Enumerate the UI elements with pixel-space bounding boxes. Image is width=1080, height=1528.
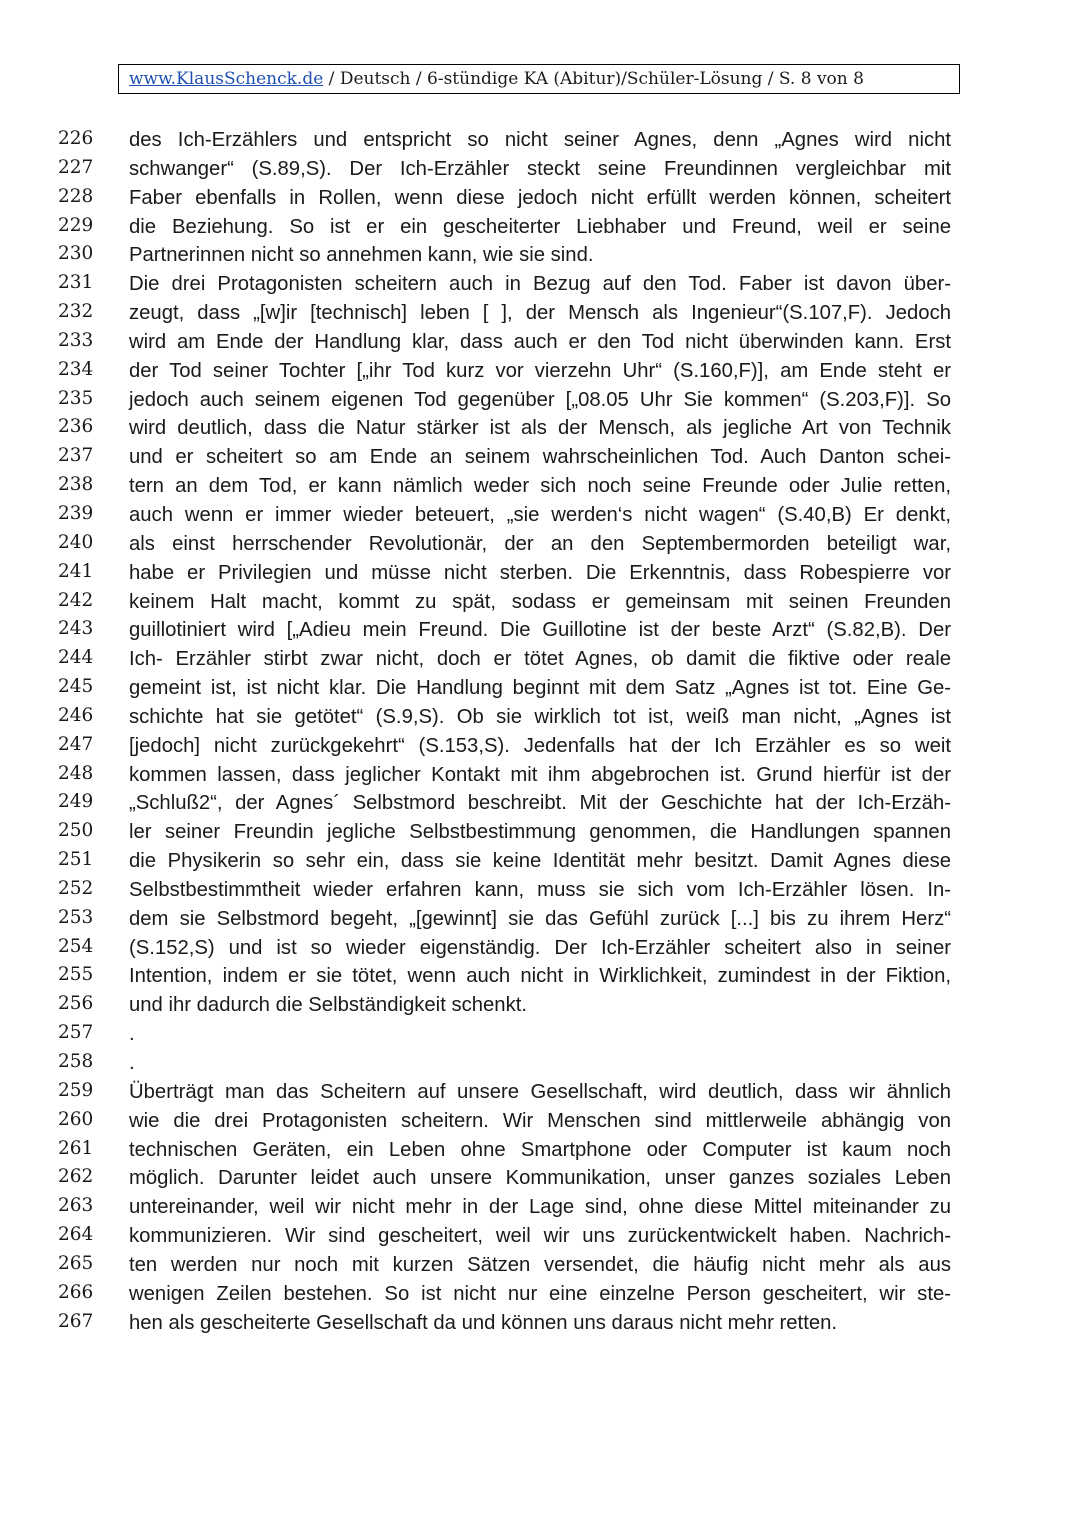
text-line	[0, 126, 1080, 155]
line-text: guillotiniert wird [„Adieu mein Freund. Die Guillotine ist der beste Arzt“ (S.82,B). Der	[129, 619, 951, 642]
line-text: keinem Halt macht, kommt zu spät, sodass er gemeinsam mit seinen Freunden	[129, 590, 951, 613]
line-text: dem sie Selbstmord begeht, „[gewinnt] sie das Gefühl zurück [...] bis zu ihrem Herz“	[129, 907, 951, 930]
line-text: jedoch auch seinem eigenen Tod gegenüber [„08.05 Uhr Sie kommen“ (S.203,F)]. So	[129, 388, 951, 411]
line-text: der Tod seiner Tochter [„ihr Tod kurz vor vierzehn Uhr“ (S.160,F)], am Ende steht er	[129, 359, 951, 382]
line-text: kommen lassen, dass jeglicher Kontakt mit ihm abgebrochen ist. Grund hierfür ist der	[129, 763, 951, 786]
text-line	[0, 414, 1080, 443]
text-line	[0, 934, 1080, 963]
text-line	[0, 386, 1080, 415]
text-line	[0, 559, 1080, 588]
text-line	[0, 1049, 1080, 1078]
line-text: zeugt, dass „[w]ir [technisch] leben [ ], der Mensch als Ingenieur“(S.107,F). Jedoch	[129, 302, 951, 325]
line-text: auch wenn er immer wieder beteuert, „sie werden‘s nicht wagen“ (S.40,B) Er denkt,	[129, 503, 951, 526]
line-number: 266	[58, 1281, 94, 1303]
line-text: die Physikerin so sehr ein, dass sie keine Identität mehr besitzt. Damit Agnes diese	[129, 850, 951, 873]
document-body	[0, 126, 1080, 1337]
line-text: die Beziehung. So ist er ein gescheiterter Liebhaber und Freund, weil er seine	[129, 215, 951, 238]
text-line	[0, 761, 1080, 790]
text-line	[0, 1136, 1080, 1165]
text-line	[0, 1020, 1080, 1049]
header-title: / Deutsch / 6-stündige KA (Abitur)/Schüler-Lösung / S. 8 von 8	[323, 69, 864, 89]
text-line	[0, 472, 1080, 501]
line-text: Die drei Protagonisten scheitern auch in Bezug auf den Tod. Faber ist davon über-	[129, 273, 951, 296]
text-line	[0, 241, 1080, 270]
line-text: untereinander, weil wir nicht mehr in der Lage sind, ohne diese Mittel miteinander zu	[129, 1196, 951, 1219]
line-number: 244	[58, 647, 94, 669]
line-number: 256	[58, 993, 94, 1015]
line-text: tern an dem Tod, er kann nämlich weder sich noch seine Freunde oder Julie retten,	[129, 475, 951, 498]
line-text: Ich- Erzähler stirbt zwar nicht, doch er tötet Agnes, ob damit die fiktive oder reale	[129, 648, 951, 671]
line-text: des Ich-Erzählers und entspricht so nicht seiner Agnes, denn „Agnes wird nicht	[129, 129, 951, 151]
line-text: und ihr dadurch die Selbständigkeit schenkt.	[129, 994, 527, 1017]
line-number: 245	[58, 676, 94, 698]
text-line	[0, 270, 1080, 299]
line-number: 230	[58, 243, 94, 265]
text-line	[0, 703, 1080, 732]
text-line	[0, 732, 1080, 761]
text-line	[0, 213, 1080, 242]
line-number: 255	[58, 964, 94, 986]
text-line	[0, 501, 1080, 530]
line-number: 232	[58, 301, 94, 323]
line-number: 248	[58, 762, 94, 784]
line-number: 261	[58, 1137, 94, 1159]
line-number: 246	[58, 704, 94, 726]
line-number: 263	[58, 1195, 94, 1217]
line-text: .	[129, 1023, 135, 1046]
line-number: 258	[58, 1051, 94, 1072]
line-text: Faber ebenfalls in Rollen, wenn diese jedoch nicht erfüllt werden können, scheitert	[129, 186, 951, 209]
line-number: 240	[58, 531, 94, 553]
website-link[interactable]: www.KlausSchenck.de	[129, 69, 324, 89]
line-number: 237	[58, 445, 94, 467]
text-line	[0, 1164, 1080, 1193]
line-number: 259	[58, 1079, 94, 1101]
line-text: technischen Geräten, ein Leben ohne Smartphone oder Computer ist kaum noch	[129, 1138, 951, 1161]
line-number: 267	[58, 1310, 94, 1332]
line-number: 247	[58, 733, 94, 755]
text-line	[0, 1193, 1080, 1222]
line-number: 243	[58, 618, 94, 640]
line-text: hen als gescheiterte Gesellschaft da und können uns daraus nicht mehr retten.	[129, 1311, 838, 1334]
line-text: ten werden nur noch mit kurzen Sätzen versendet, die häufig nicht mehr als aus	[129, 1253, 951, 1276]
line-number: 257	[58, 1022, 94, 1044]
text-line	[0, 588, 1080, 617]
text-line	[0, 1222, 1080, 1251]
line-number: 233	[58, 329, 94, 351]
line-number: 254	[58, 935, 94, 957]
text-line	[0, 847, 1080, 876]
line-number: 234	[58, 358, 94, 380]
text-line	[0, 155, 1080, 184]
text-line	[0, 328, 1080, 357]
text-line	[0, 991, 1080, 1020]
text-line	[0, 905, 1080, 934]
line-text: Überträgt man das Scheitern auf unsere Gesellschaft, wird deutlich, dass wir ähnlich	[129, 1080, 951, 1103]
line-number: 262	[58, 1166, 94, 1188]
line-text: „Schluß2“, der Agnes´ Selbstmord beschreibt. Mit der Geschichte hat der Ich-Erzäh-	[129, 792, 951, 815]
line-text: habe er Privilegien und müsse nicht sterben. Die Erkenntnis, dass Robespierre vor	[129, 561, 951, 584]
text-line	[0, 1251, 1080, 1280]
line-text: Partnerinnen nicht so annehmen kann, wie sie sind.	[129, 244, 594, 267]
line-text: möglich. Darunter leidet auch unsere Kommunikation, unser ganzes soziales Leben	[129, 1167, 951, 1190]
text-line	[0, 876, 1080, 905]
text-line	[0, 1107, 1080, 1136]
line-text: und er scheitert so am Ende an seinem wahrscheinlichen Tod. Auch Danton schei-	[129, 446, 951, 469]
line-number: 236	[58, 416, 94, 438]
text-line	[0, 674, 1080, 703]
line-number: 253	[58, 906, 94, 928]
text-line	[0, 1309, 1080, 1338]
line-number: 229	[58, 214, 94, 236]
line-number: 241	[58, 560, 94, 582]
line-text: wird am Ende der Handlung klar, dass auch er den Tod nicht überwinden kann. Erst	[129, 330, 951, 353]
line-text: wenigen Zeilen bestehen. So ist nicht nur eine einzelne Person gescheitert, wir ste-	[129, 1282, 951, 1305]
line-text: wie die drei Protagonisten scheitern. Wir Menschen sind mittlerweile abhängig von	[129, 1109, 951, 1132]
text-line	[0, 962, 1080, 991]
text-line	[0, 616, 1080, 645]
line-text: [jedoch] nicht zurückgekehrt“ (S.153,S). Jedenfalls hat der Ich Erzähler es so weit	[129, 734, 951, 757]
text-line	[0, 530, 1080, 559]
line-text: als einst herrschender Revolutionär, der an den Septembermorden beteiligt war,	[129, 532, 951, 555]
text-line	[0, 1280, 1080, 1309]
line-text: schwanger“ (S.89,S). Der Ich-Erzähler steckt seine Freundinnen vergleichbar mit	[129, 157, 951, 180]
line-text: gemeint ist, ist nicht klar. Die Handlung beginnt mit dem Satz „Agnes ist tot. Eine Ge-	[129, 677, 951, 700]
text-line	[0, 818, 1080, 847]
line-number: 250	[58, 820, 94, 842]
line-number: 249	[58, 791, 94, 813]
line-number: 264	[58, 1224, 94, 1246]
line-number: 238	[58, 474, 94, 496]
text-line	[0, 789, 1080, 818]
text-line	[0, 299, 1080, 328]
line-number: 235	[58, 387, 94, 409]
text-line	[0, 357, 1080, 386]
text-line	[0, 645, 1080, 674]
line-text: schichte hat sie getötet“ (S.9,S). Ob sie wirklich tot ist, weiß man nicht, „Agnes ist	[129, 705, 951, 728]
line-text: ler seiner Freundin jegliche Selbstbestimmung genommen, die Handlungen spannen	[129, 821, 951, 844]
line-text: wird deutlich, dass die Natur stärker ist als der Mensch, als jegliche Art von Technik	[129, 417, 951, 440]
line-number: 226	[58, 128, 94, 149]
text-line	[0, 443, 1080, 472]
line-text: Intention, indem er sie tötet, wenn auch nicht in Wirklichkeit, zumindest in der Fiktion,	[129, 965, 951, 988]
line-number: 242	[58, 589, 94, 611]
page-header	[118, 64, 960, 94]
text-line	[0, 1078, 1080, 1107]
line-number: 231	[58, 272, 94, 294]
line-number: 265	[58, 1252, 94, 1274]
line-number: 239	[58, 502, 94, 524]
line-text: (S.152,S) und ist so wieder eigenständig. Der Ich-Erzähler scheitert also in seiner	[129, 936, 951, 959]
line-number: 227	[58, 156, 94, 178]
line-number: 260	[58, 1108, 94, 1130]
text-line	[0, 184, 1080, 213]
line-text: Selbstbestimmtheit wieder erfahren kann, muss sie sich vom Ich-Erzähler lösen. In-	[129, 878, 951, 901]
line-number: 251	[58, 849, 94, 871]
line-number: 252	[58, 877, 94, 899]
line-text: .	[129, 1052, 135, 1074]
line-number: 228	[58, 185, 94, 207]
line-text: kommunizieren. Wir sind gescheitert, weil wir uns zurückentwickelt haben. Nachrich-	[129, 1225, 951, 1248]
